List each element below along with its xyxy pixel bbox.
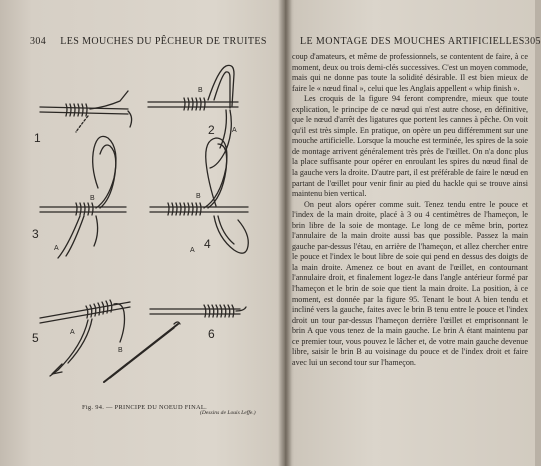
body-text: [292, 52, 528, 368]
strand-letter-a-fig4: A: [190, 247, 195, 254]
strand-letter-a-fig2: A: [232, 127, 237, 134]
paragraph-1: coup d'amateurs, et même de professionnels, se contentent de faire, à ce moment, deux ou trois demi-clés successives. C'est un moyen commode, mais qui ne donne pas toute la solidité désirable. Il est bien mieux de faire le « nœud final », celui que les Anglais appellent « whip finish ».: [292, 52, 528, 93]
strand-letter-a-fig3: A: [54, 245, 59, 252]
knot-step-5-drawing: [40, 300, 180, 382]
paragraph-3: On peut alors opérer comme suit. Tenez tendu entre le pouce et l'index de la main droite, placé à 3 ou 4 centimètres de l'hameçon, le brin libre de la soie de montage. Le long de ce même brin, portez l'annulaire de la main droite aussi bas que possible. Passez la main gauche par-dessus l'étau, en arrière de l'hameçon, et allez chercher entre le pouce et l'index le bout libre de soie qui pend en dessus des doigts de la main droite. Amenez ce bout en avant de l'œillet, en contournant l'annulaire droit, et finalement logez-le dans l'angle antérieur formé par l'hameçon et le brin de soie que tient la main droite. La position, à ce moment, est donnée par la figure 95. Tenant le bout A bien tendu et incliné vers la gauche, faites avec le brin B tenu entre le pouce et l'index droit un tour par-dessus l'hameçon derrière l'œillet et emprisonnant le brin A que vous tenez de la main gauche. Le brin A étant maintenu par ce premier tour, vous pouvez le lâcher et, de votre main gauche devenue libre, saisir le brin B au voisinage du pouce et de l'index droit et faire avec lui un second tour sur l'hameçon.: [292, 199, 528, 367]
step-number-3: 3: [32, 227, 39, 241]
strand-letter-b-fig3: B: [90, 195, 95, 202]
step-number-4: 4: [204, 237, 211, 251]
left-running-head: [30, 36, 275, 47]
left-running-title: LES MOUCHES DU PÊCHEUR DE TRUITES: [60, 36, 267, 47]
paragraph-2: Les croquis de la figure 94 feront comprendre, mieux que toute explication, le principe de ce nœud qui n'est autre chose, en définitive, que le nœud d'arrêt des ligatures que portent les cannes à pêche. On voit qu'il est très simple. En pratique, on opère un peu différemment sur une mouche artificielle. Lorsque la mouche est terminée, les spires de la soie de montage arrivent généralement très près de l'œillet. On n'a donc plus la place suffisante pour opérer en enroulant les spires du nœud final de la gauche vers la droite. D'autre part, il est préférable de faire le nœud en partant de l'œillet pour venir finir au pied du hackle qui se trouve ainsi maintenu bien vertical.: [292, 94, 528, 199]
step-number-1: 1: [34, 131, 41, 145]
knot-step-1-drawing: [40, 91, 132, 132]
right-running-title: LE MONTAGE DES MOUCHES ARTIFICIELLES: [300, 36, 525, 47]
right-page-number: 305: [524, 36, 541, 47]
knot-step-6-drawing: [150, 305, 246, 317]
left-page-number: 304: [30, 36, 47, 47]
right-page: [286, 0, 541, 466]
figure-credit: (Dessins de Louis Leffe.): [200, 410, 256, 416]
strand-letter-a-fig5: A: [70, 329, 75, 336]
step-number-5: 5: [32, 331, 39, 345]
knot-step-2-drawing: [148, 65, 238, 168]
strand-letter-b-fig2: B: [198, 87, 203, 94]
step-number-2: 2: [208, 123, 215, 137]
knot-illustration: [18, 62, 263, 402]
step-number-6: 6: [208, 327, 215, 341]
knot-step-3-drawing: [40, 136, 126, 258]
right-running-head: [300, 36, 541, 47]
strand-letter-b-fig5: B: [118, 347, 123, 354]
figure-caption: Fig. 94. — PRINCIPE DU NOEUD FINAL.: [82, 404, 208, 411]
strand-letter-b-fig4: B: [196, 193, 201, 200]
